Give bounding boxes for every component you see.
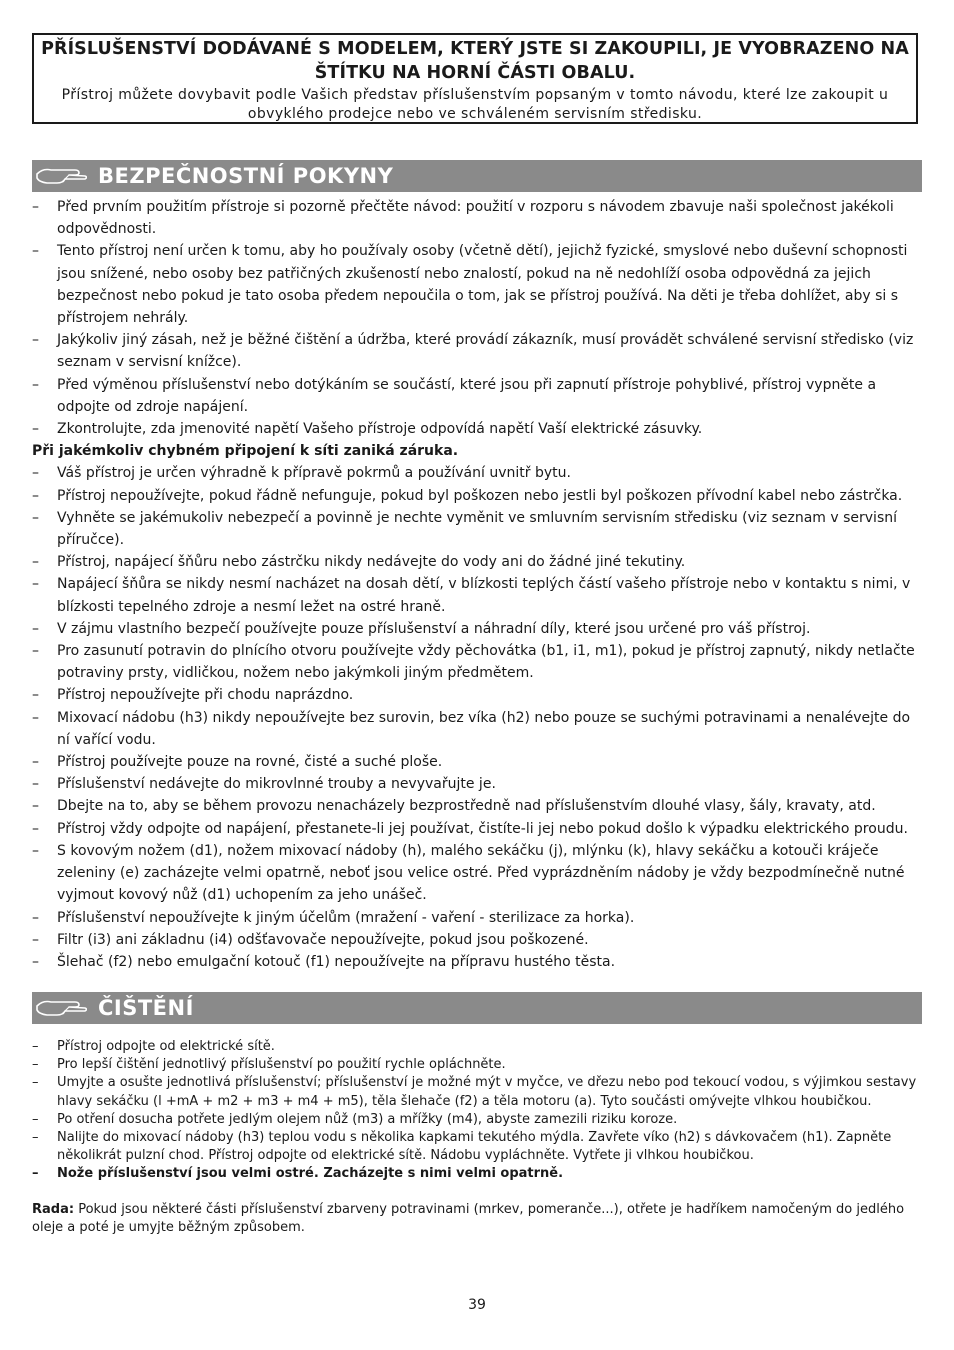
list-item <box>32 573 922 617</box>
list-item-text: Přístroj odpojte od elektrické sítě. <box>57 1039 275 1054</box>
list-item-text: Po otření dosucha potřete jedlým olejem nůž (m3) a mřížky (m4), abyste zamezili riziku koroze. <box>57 1111 678 1127</box>
list-item <box>32 640 922 684</box>
list-bullet: – <box>32 620 39 637</box>
list-item-text: Příslušenství nedávejte do mikrovlnné trouby a nevyvařujte je. <box>57 776 496 793</box>
list-item-text: Přístroj nepoužívejte při chodu naprázdno. <box>57 687 354 704</box>
list-bullet: – <box>32 465 39 482</box>
list-item <box>32 684 922 706</box>
list-item-text: Nalijte do mixovací nádoby (h3) teplou vodu s několika kapkami tekutého mýdla. Zavřete víko (h2) s dávkovačem (h1). Zapněte několikrát pulzní chod. Přístroj odpojte od elektrické sítě. Nádobu vypláchněte. Vytřete ji vlhkou houbičkou. <box>57 1130 892 1164</box>
list-item <box>32 1038 922 1056</box>
list-item-text: Filtr (i3) ani základnu (i4) odšťavovače nepoužívejte, pokud jsou poškozené. <box>57 931 589 948</box>
list-bullet: – <box>32 709 39 726</box>
list-item-text: Jakýkoliv jiný zásah, než je běžné čištění a údržba, které provádí zákazník, musí provádět schválené servisní středisko (viz seznam v servisní knížce). <box>57 332 914 371</box>
list-bullet: – <box>32 1075 39 1091</box>
list-item-text: Vyhněte se jakémukoliv nebezpečí a povinně je nechte vyměnit ve smluvním servisním středisku (viz seznam v servisní příručce). <box>57 509 898 549</box>
list-bullet: – <box>32 909 39 926</box>
list-item-text: Přístroj používejte pouze na rovné, čisté a suché ploše. <box>57 754 443 771</box>
list-item-text: Při jakémkoliv chybném připojení k síti zaniká záruka. <box>32 443 459 460</box>
list-bullet: – <box>32 820 39 837</box>
safety-section-title: BEZPEČNOSTNÍ POKYNY <box>98 164 394 188</box>
list-item <box>32 618 922 640</box>
list-item <box>32 751 922 773</box>
list-bullet: – <box>32 199 39 215</box>
accessories-notice-text: Přístroj můžete dovybavit podle Vašich představ příslušenstvím popsaným v tomto návodu, které lze zakoupit u obvyklého prodejce nebo ve schváleném servisním středisku. <box>61 87 889 122</box>
list-bullet: – <box>32 1130 39 1146</box>
list-item <box>32 196 922 240</box>
list-bullet: – <box>32 798 39 815</box>
list-bullet: – <box>32 554 39 571</box>
list-item <box>32 818 922 840</box>
list-item-text: Zkontrolujte, zda jmenovité napětí Vašeho přístroje odpovídá napětí Vaší elektrické zásuvky. <box>57 421 703 438</box>
list-item-text: Tento přístroj není určen k tomu, aby ho používaly osoby (včetně dětí), jejichž fyzické, smyslové nebo duševní schopnosti jsou snížené, nebo osoby bez patřičných zkušeností nebo znalostí, pokud na ně nedohlíží osoba odpovědná za jejich bezpečnost nebo pokud je tato osoba předem nepoučila o tom, jak se přístroj používá. Na děti je třeba dohlížet, aby si s přístrojem nehrály. <box>57 243 908 327</box>
list-item <box>32 462 922 484</box>
list-item-text: Šlehač (f2) nebo emulgační kotouč (f1) nepoužívejte na přípravu hustého těsta. <box>57 953 616 970</box>
list-bullet: – <box>32 1057 39 1073</box>
list-item-text: Přístroj, napájecí šňůru nebo zástrčku nikdy nedávejte do vody ani do žádné jiné tekutiny. <box>57 554 686 571</box>
list-item <box>32 773 922 795</box>
list-item <box>32 929 922 951</box>
list-item <box>32 440 922 462</box>
list-item-text: Přístroj nepoužívejte, pokud řádně nefunguje, pokud byl poškozen nebo jestli byl poškozen přívodní kabel nebo zástrčka. <box>57 487 903 504</box>
accessories-notice-box <box>32 33 918 124</box>
accessories-notice-title: PŘÍSLUŠENSTVÍ DODÁVANÉ S MODELEM, KTERÝ JSTE SI ZAKOUPILI, JE VYOBRAZENO NA ŠTÍTKU NA HORNÍ ČÁSTI OBALU. <box>41 39 909 83</box>
list-item-text: Před výměnou příslušenství nebo dotýkáním se součástí, které jsou při zapnutí přístroje pohyblivé, přístroj vypněte a odpojte od zdroje napájení. <box>57 376 877 415</box>
list-item <box>32 374 922 418</box>
list-bullet: – <box>32 776 39 793</box>
list-item-text: Napájecí šňůra se nikdy nesmí nacházet na dosah dětí, v blízkosti teplých částí vašeho přístroje nebo v kontaktu s nimi, v blízkosti tepelného zdroje a nesmí ležet na ostré hraně. <box>57 576 911 615</box>
list-item <box>32 840 922 907</box>
list-bullet: – <box>32 576 39 593</box>
tip-label: Rada: <box>32 1202 75 1217</box>
list-item <box>32 707 922 751</box>
hand-pointer-icon <box>35 995 87 1021</box>
hand-pointer-icon <box>35 163 87 189</box>
list-bullet: – <box>32 643 39 660</box>
list-bullet: – <box>32 931 39 948</box>
list-item-text: Pro zasunutí potravin do plnícího otvoru používejte vždy pěchovátka (b1, i1, m1), pokud je přístroj zapnutý, nikdy netlačte potraviny prsty, vidličkou, nožem nebo jakýmkoli jiným předmětem. <box>57 643 915 682</box>
page-number: 39 <box>468 1297 486 1313</box>
list-item <box>32 907 922 929</box>
list-bullet: – <box>32 687 39 704</box>
cleaning-section-header <box>32 992 922 1024</box>
list-item-text: Umyjte a osušte jednotlivá příslušenství; příslušenství je možné mýt v myčce, ve dřezu nebo pod tekoucí vodou, s výjimkou sestavy hlavy sekáčku (l +mA + m2 + m3 + m4 + m5), těla šlehače (f2) a těla motoru (a). Tyto součásti omývejte vlhkou houbičkou. <box>57 1075 917 1109</box>
list-item-text: S kovovým nožem (d1), nožem mixovací nádoby (h), malého sekáčku (j), mlýnku (k), hlavy sekáčku a kotouči kráječe zeleniny (e) zacházejte velmi opatrně, neboť jsou velice ostré. Před vyprázdněním nádoby je vždy bezpodmínečně nutné vyjmout kovový nůž (d1) uchopením za jeho unášeč. <box>57 842 905 904</box>
list-item <box>32 1129 922 1165</box>
list-bullet: – <box>32 842 39 859</box>
list-bullet: – <box>32 953 39 970</box>
list-item <box>32 795 922 817</box>
list-item <box>32 507 922 551</box>
list-item-text: V zájmu vlastního bezpečí používejte pouze příslušenství a náhradní díly, které jsou určené pro váš přístroj. <box>57 620 811 637</box>
list-item <box>32 1074 922 1110</box>
list-bullet: – <box>32 487 39 504</box>
list-item <box>32 951 922 973</box>
list-bullet: – <box>32 376 39 393</box>
list-item-text: Před prvním použitím přístroje si pozorně přečtěte návod: použití v rozporu s návodem zbavuje naši společnost jakékoli odpovědnosti. <box>57 199 894 238</box>
list-item-text: Nože příslušenství jsou velmi ostré. Zacházejte s nimi velmi opatrně. <box>57 1166 564 1182</box>
list-bullet: – <box>32 421 39 438</box>
list-item-text: Příslušenství nepoužívejte k jiným účelům (mražení - vaření - sterilizace za horka). <box>57 909 635 926</box>
list-item <box>32 240 922 329</box>
list-item <box>32 329 922 373</box>
list-bullet: – <box>32 754 39 771</box>
list-item-text: Přístroj vždy odpojte od napájení, přestanete-li jej používat, čistíte-li jej nebo pokud došlo k výpadku elektrického proudu. <box>57 820 908 837</box>
list-item-text: Dbejte na to, aby se během provozu nenacházely bezprostředně nad příslušenstvím dlouhé vlasy, šály, kravaty, atd. <box>57 798 876 815</box>
list-item-text: Mixovací nádobu (h3) nikdy nepoužívejte bez surovin, bez víka (h2) nebo pouze se suchými potravinami a nenalévejte do ní vařící vodu. <box>57 709 911 748</box>
list-item <box>32 1111 922 1129</box>
safety-section-header <box>32 160 922 192</box>
list-item <box>32 1165 922 1183</box>
list-bullet: – <box>32 1111 39 1127</box>
list-bullet: – <box>32 1166 39 1182</box>
cleaning-instructions-list <box>32 1038 922 1184</box>
cleaning-section-title: ČIŠTĚNÍ <box>98 996 194 1020</box>
tip-text: Pokud jsou některé části příslušenství zbarveny potravinami (mrkev, pomeranče...), otřete je hadříkem namočeným do jedlého oleje a poté je umyjte běžným způsobem. <box>32 1202 905 1236</box>
list-item <box>32 1056 922 1074</box>
list-bullet: – <box>32 509 39 526</box>
list-item <box>32 418 922 440</box>
list-item <box>32 551 922 573</box>
list-item-text: Pro lepší čištění jednotlivý příslušenství po použití rychle opláchněte. <box>57 1057 506 1073</box>
safety-instructions-list <box>32 196 922 973</box>
list-bullet: – <box>32 1039 39 1054</box>
list-item <box>32 485 922 507</box>
cleaning-tip <box>32 1201 917 1237</box>
list-bullet: – <box>32 243 39 260</box>
list-item-text: Váš přístroj je určen výhradně k přípravě pokrmů a používání uvnitř bytu. <box>57 465 571 482</box>
list-bullet: – <box>32 332 39 349</box>
